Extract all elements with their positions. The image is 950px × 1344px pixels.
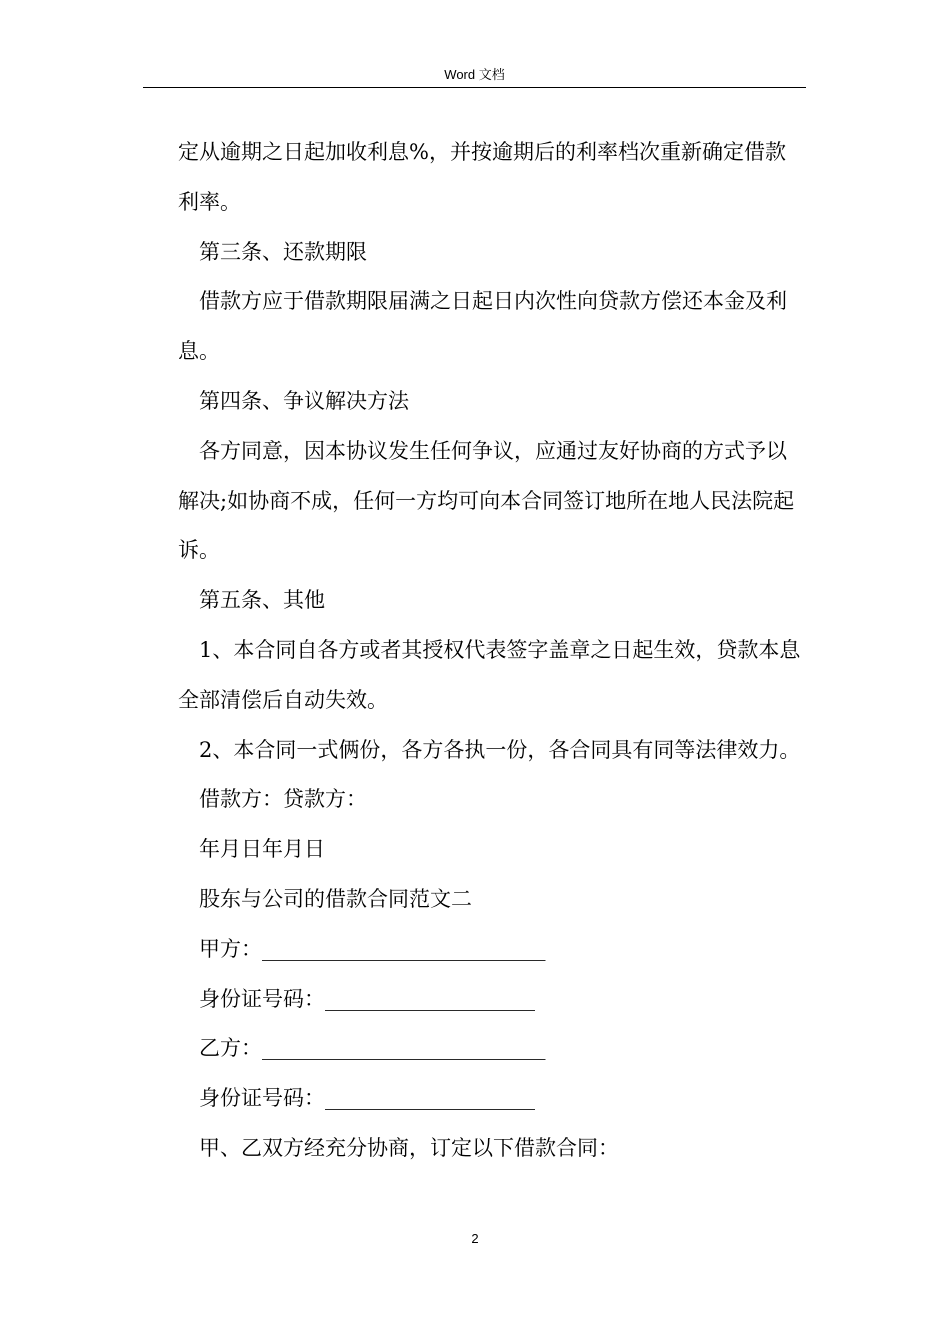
signature-date-line: 年月日年月日 bbox=[199, 837, 325, 862]
party-b-id-field: 身份证号码：____________________ bbox=[199, 1086, 535, 1111]
paragraph-repayment: 借款方应于借款期限届满之日起日内次性向贷款方偿还本金及利息。 bbox=[178, 289, 787, 364]
page-header: Word 文档 bbox=[444, 67, 505, 82]
party-a-id-field: 身份证号码：____________________ bbox=[199, 986, 535, 1011]
paragraph-overdue-interest: 定从逾期之日起加收利息%，并按逾期后的利率档次重新确定借款利率。 bbox=[178, 140, 786, 214]
party-b-field: 乙方：___________________________ bbox=[199, 1036, 546, 1061]
header-divider bbox=[143, 87, 806, 88]
signature-parties-line: 借款方：贷款方： bbox=[199, 787, 367, 812]
heading-article-5: 第五条、其他 bbox=[199, 588, 325, 613]
page-number: 2 bbox=[471, 1231, 479, 1246]
paragraph-agreement-intro: 甲、乙双方经充分协商，订定以下借款合同： bbox=[199, 1135, 619, 1160]
party-a-field: 甲方：___________________________ bbox=[199, 936, 546, 961]
heading-article-4: 第四条、争议解决方法 bbox=[199, 388, 409, 413]
section-title-sample-2: 股东与公司的借款合同范文二 bbox=[199, 886, 472, 911]
heading-article-3: 第三条、还款期限 bbox=[199, 239, 367, 264]
document-body bbox=[178, 128, 806, 1174]
paragraph-clause-1: 1、本合同自各方或者其授权代表签字盖章之日起生效，贷款本息全部清偿后自动失效。 bbox=[178, 637, 801, 712]
paragraph-clause-2: 2、本合同一式俩份，各方各执一份，各合同具有同等法律效力。 bbox=[199, 737, 801, 762]
paragraph-dispute: 各方同意，因本协议发生任何争议，应通过友好协商的方式予以解决;如协商不成，任何一方均可向本合同签订地所在地人民法院起诉。 bbox=[178, 438, 795, 563]
